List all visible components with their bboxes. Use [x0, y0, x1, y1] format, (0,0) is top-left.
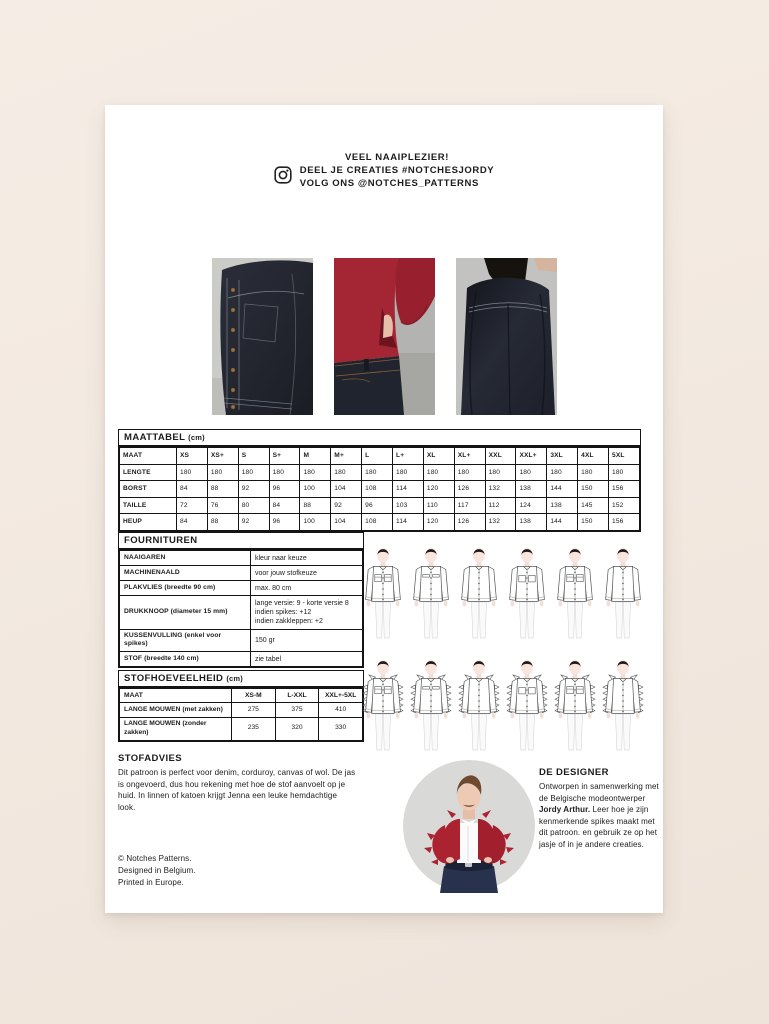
stofhoeveelheid-cell: 375	[275, 703, 319, 717]
maattabel-cell: 180	[207, 464, 238, 481]
technical-figure-spiked	[552, 654, 598, 764]
maattabel-col-header: L	[362, 448, 393, 465]
fournituren-row	[120, 581, 363, 596]
maattabel-cell: 180	[300, 464, 331, 481]
maattabel-cell: 138	[516, 481, 547, 498]
maattabel-col-header: XL+	[454, 448, 485, 465]
stofadvies-section	[118, 753, 356, 813]
maattabel-section	[118, 429, 641, 532]
maattabel-cell: 180	[177, 464, 208, 481]
fournituren-value: max. 80 cm	[251, 581, 363, 596]
maattabel-col-header: M+	[331, 448, 362, 465]
photo-denim-jacket-front	[212, 258, 313, 415]
maattabel-row	[120, 497, 640, 514]
stofhoeveelheid-section	[118, 670, 364, 742]
stofhoeveelheid-label: LANGE MOUWEN (met zakken)	[120, 703, 232, 717]
maattabel-col-header: S	[238, 448, 269, 465]
maattabel-table	[119, 447, 640, 531]
fournituren-label: STOF (breedte 140 cm)	[120, 652, 251, 667]
maattabel-cell: 88	[207, 481, 238, 498]
maattabel-cell: 180	[485, 464, 516, 481]
maattabel-cell: 156	[609, 481, 640, 498]
social-text	[300, 151, 495, 190]
maattabel-body	[120, 464, 640, 530]
maattabel-cell: 126	[454, 481, 485, 498]
maattabel-cell: 145	[578, 497, 609, 514]
maattabel-cell: 180	[454, 464, 485, 481]
maattabel-cell: 100	[300, 481, 331, 498]
maattabel-row	[120, 514, 640, 531]
maattabel-cell: 108	[362, 481, 393, 498]
maattabel-row-label: LENGTE	[120, 464, 177, 481]
fournituren-label: MACHINENAALD	[120, 566, 251, 581]
maattabel-col-header: S+	[269, 448, 300, 465]
designer-title: DE DESIGNER	[539, 767, 609, 778]
maattabel-col-header: XXL+	[516, 448, 547, 465]
header-line3: VOLG ONS @NOTCHES_PATTERNS	[299, 178, 479, 189]
maattabel-cell: 180	[609, 464, 640, 481]
header-line2: DEEL JE CREATIES #NOTCHESJORDY	[299, 165, 495, 176]
footer-line: Designed in Belgium.	[118, 866, 196, 875]
maattabel-cell: 100	[300, 514, 331, 531]
footer-line: Printed in Europe.	[118, 878, 184, 887]
fournituren-label: PLAKVLIES (breedte 90 cm)	[120, 581, 251, 596]
fournituren-body	[120, 551, 363, 667]
fournituren-title: FOURNITUREN	[119, 533, 363, 550]
maattabel-cell: 120	[423, 481, 454, 498]
maattabel-cell: 132	[485, 514, 516, 531]
maattabel-title: MAATTABEL (cm)	[119, 430, 640, 447]
technical-figure	[552, 542, 598, 652]
maattabel-cell: 180	[516, 464, 547, 481]
footer-credits	[118, 853, 196, 889]
maattabel-cell: 80	[238, 497, 269, 514]
maattabel-cell: 144	[547, 481, 578, 498]
maattabel-cell: 76	[207, 497, 238, 514]
technical-figure-spiked	[408, 654, 454, 764]
maattabel-cell: 112	[485, 497, 516, 514]
maattabel-col-header: L+	[393, 448, 424, 465]
maattabel-row-label: BORST	[120, 481, 177, 498]
stofhoeveelheid-header-row	[120, 689, 363, 703]
maattabel-cell: 120	[423, 514, 454, 531]
maattabel-col-header: 3XL	[547, 448, 578, 465]
stofhoeveelheid-cell: 235	[232, 717, 276, 740]
maattabel-cell: 96	[362, 497, 393, 514]
maattabel-cell: 117	[454, 497, 485, 514]
maattabel-col-header: XL	[423, 448, 454, 465]
technical-figure	[360, 542, 406, 652]
technical-drawings-grid	[360, 542, 646, 764]
maattabel-row	[120, 481, 640, 498]
stofhoeveelheid-col-header: XXL+-5XL	[319, 689, 363, 703]
maattabel-cell: 96	[269, 514, 300, 531]
maattabel-col-header: XS	[177, 448, 208, 465]
maattabel-cell: 180	[393, 464, 424, 481]
maattabel-cell: 103	[393, 497, 424, 514]
technical-figure-spiked	[504, 654, 550, 764]
hashtag: #NOTCHESJORDY	[401, 165, 495, 176]
fournituren-row	[120, 566, 363, 581]
maattabel-cell: 180	[423, 464, 454, 481]
designer-body: Ontworpen in samenwerking met de Belgische modeontwerper Jordy Arthur. Leer hoe je zijn kenmerkende spikes maakt met dit patroon. en gebruik ze op het jasje of in je andere creaties.	[539, 782, 659, 849]
fournituren-value-line: lange versie: 9 - korte versie 8	[255, 599, 349, 607]
designer-photo	[402, 759, 536, 893]
technical-figure-spiked	[456, 654, 502, 764]
maattabel-cell: 150	[578, 514, 609, 531]
stofhoeveelheid-cell: 320	[275, 717, 319, 740]
social-header	[105, 151, 663, 190]
fournituren-label: NAAIGAREN	[120, 551, 251, 566]
maattabel-cell: 84	[177, 481, 208, 498]
stofhoeveelheid-col-header: MAAT	[120, 689, 232, 703]
photo-red-jacket-pocket	[334, 258, 435, 415]
stofhoeveelheid-cell: 275	[232, 703, 276, 717]
maattabel-cell: 126	[454, 514, 485, 531]
maattabel-cell: 92	[238, 514, 269, 531]
maattabel-cell: 132	[485, 481, 516, 498]
maattabel-cell: 150	[578, 481, 609, 498]
pattern-sheet-page	[105, 105, 663, 913]
maattabel-cell: 104	[331, 514, 362, 531]
fournituren-value-line: indien spikes: +12	[255, 608, 312, 616]
maattabel-cell: 180	[331, 464, 362, 481]
technical-figure	[504, 542, 550, 652]
maattabel-cell: 84	[269, 497, 300, 514]
photo-denim-jacket-back	[456, 258, 557, 415]
maattabel-cell: 88	[207, 514, 238, 531]
fournituren-row	[120, 629, 363, 652]
maattabel-cell: 180	[578, 464, 609, 481]
fournituren-value: zie tabel	[251, 652, 363, 667]
maattabel-cell: 124	[516, 497, 547, 514]
maattabel-cell: 180	[238, 464, 269, 481]
stofhoeveelheid-cell: 330	[319, 717, 363, 740]
stofhoeveelheid-table	[119, 688, 363, 741]
fournituren-section	[118, 532, 364, 668]
maattabel-col-header: XS+	[207, 448, 238, 465]
maattabel-row-label: HEUP	[120, 514, 177, 531]
maattabel-cell: 72	[177, 497, 208, 514]
maattabel-cell: 152	[609, 497, 640, 514]
stofhoeveelheid-body	[120, 703, 363, 740]
stofhoeveelheid-cell: 410	[319, 703, 363, 717]
maattabel-cell: 180	[362, 464, 393, 481]
stofadvies-body: Dit patroon is perfect voor denim, corduroy, canvas of wol. De jas is ongevoerd, dus hou rekening met hoe de stof aanvoelt op je huid. In linnen of katoen krijgt Jenna een leuke hemdachtige look.	[118, 768, 356, 812]
stofhoeveelheid-title: STOFHOEVEELHEID (cm)	[119, 671, 363, 688]
stofhoeveelheid-col-header: L-XXL	[275, 689, 319, 703]
technical-figure	[600, 542, 646, 652]
stofhoeveelheid-label: LANGE MOUWEN (zonder zakken)	[120, 717, 232, 740]
fournituren-value: kleur naar keuze	[251, 551, 363, 566]
maattabel-cell: 138	[516, 514, 547, 531]
stofhoeveelheid-row	[120, 703, 363, 717]
stofhoeveelheid-row	[120, 717, 363, 740]
maattabel-cell: 114	[393, 481, 424, 498]
fournituren-row	[120, 551, 363, 566]
maattabel-cell: 92	[238, 481, 269, 498]
maattabel-cell: 92	[331, 497, 362, 514]
fournituren-label: DRUKKNOOP (diameter 15 mm)	[120, 596, 251, 629]
technical-figure-spiked	[360, 654, 406, 764]
maattabel-col-header: MAAT	[120, 448, 177, 465]
instagram-icon	[274, 166, 292, 189]
maattabel-header-row	[120, 448, 640, 465]
maattabel-col-header: XXL	[485, 448, 516, 465]
header-line1: VEEL NAAIPLEZIER!	[345, 152, 449, 163]
fournituren-value-line: indien zakkleppen: +2	[255, 617, 323, 625]
technical-figure	[456, 542, 502, 652]
maattabel-cell: 110	[423, 497, 454, 514]
fournituren-row	[120, 652, 363, 667]
technical-figure	[408, 542, 454, 652]
fournituren-table	[119, 550, 363, 667]
maattabel-cell: 138	[547, 497, 578, 514]
maattabel-cell: 156	[609, 514, 640, 531]
designer-section	[539, 767, 661, 851]
footer-line: © Notches Patterns.	[118, 854, 192, 863]
maattabel-cell: 108	[362, 514, 393, 531]
maattabel-cell: 180	[547, 464, 578, 481]
fournituren-value: 150 gr	[251, 629, 363, 652]
maattabel-cell: 180	[269, 464, 300, 481]
maattabel-col-header: 5XL	[609, 448, 640, 465]
fournituren-row	[120, 596, 363, 629]
maattabel-cell: 84	[177, 514, 208, 531]
fournituren-value: voor jouw stofkeuze	[251, 566, 363, 581]
maattabel-cell: 88	[300, 497, 331, 514]
maattabel-cell: 144	[547, 514, 578, 531]
stofhoeveelheid-col-header: XS-M	[232, 689, 276, 703]
maattabel-col-header: M	[300, 448, 331, 465]
designer-name: Jordy Arthur.	[539, 805, 591, 815]
technical-figure-spiked	[600, 654, 646, 764]
maattabel-row	[120, 464, 640, 481]
maattabel-cell: 114	[393, 514, 424, 531]
maattabel-col-header: 4XL	[578, 448, 609, 465]
fournituren-label: KUSSENVULLING (enkel voor spikes)	[120, 629, 251, 652]
photo-strip	[105, 258, 663, 415]
maattabel-row-label: TAILLE	[120, 497, 177, 514]
fournituren-value	[251, 596, 363, 629]
maattabel-cell: 104	[331, 481, 362, 498]
maattabel-cell: 96	[269, 481, 300, 498]
stofadvies-title: STOFADVIES	[118, 753, 183, 764]
